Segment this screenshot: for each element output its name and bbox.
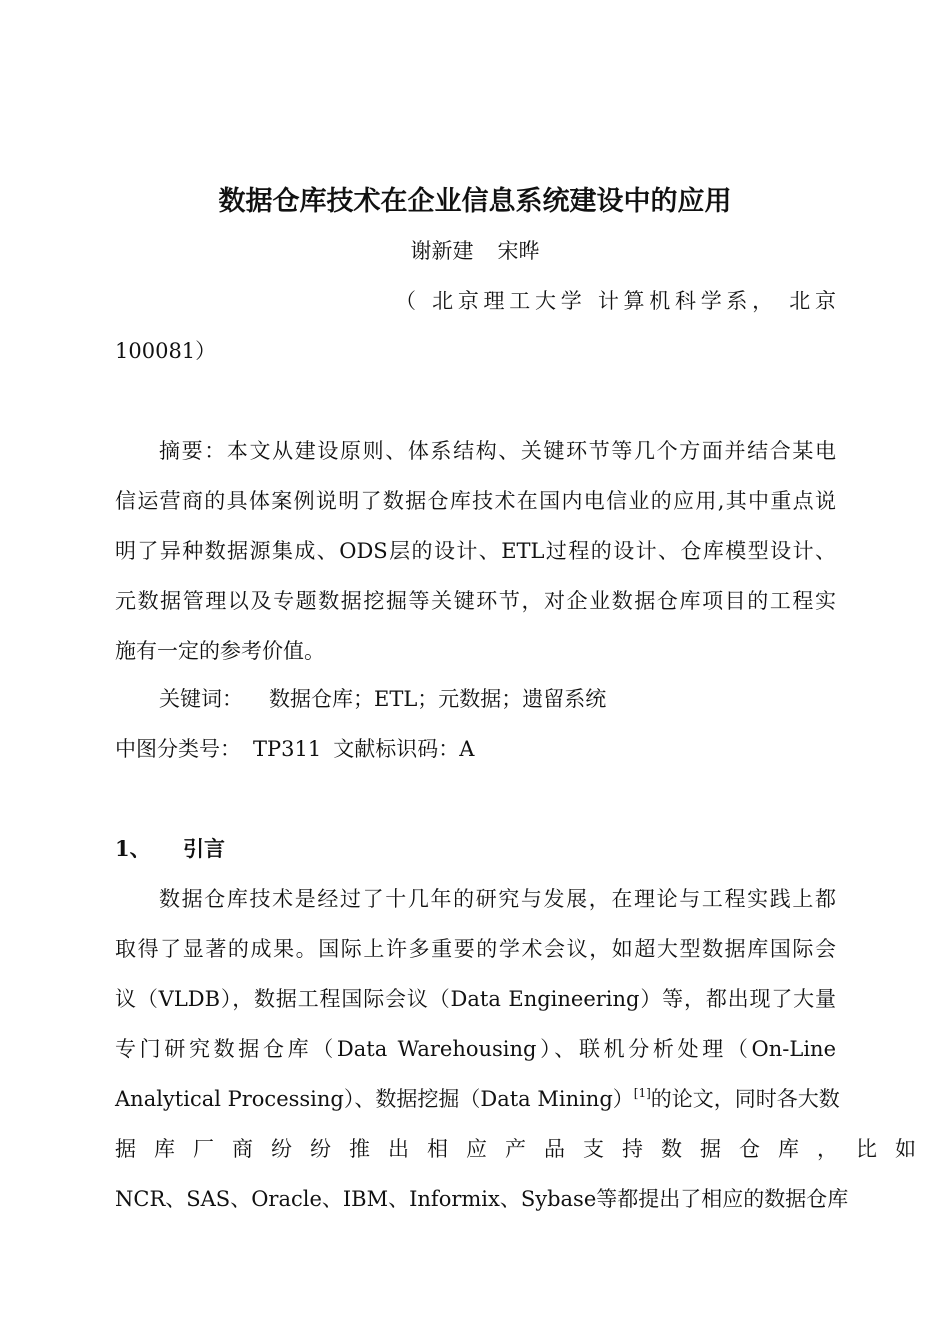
classification-code: TP311: [253, 737, 322, 761]
body-line: 取得了显著的成果。国际上许多重要的学术会议，如超大型数据库国际会: [115, 937, 836, 961]
abstract-line: 元数据管理以及专题数据挖掘等关键环节，对企业数据仓库项目的工程实: [115, 589, 836, 613]
body-line: 数据仓库技术是经过了十几年的研究与发展，在理论与工程实践上都: [159, 887, 836, 911]
author-name: 宋晔: [497, 239, 540, 263]
abstract-line: 明了异种数据源集成、ODS层的设计、ETL过程的设计、仓库模型设计、: [115, 539, 836, 563]
body-line: 议（VLDB），数据工程国际会议（Data Engineering）等，都出现了大量: [115, 987, 836, 1011]
document-code: A: [459, 737, 475, 761]
citation-marker[interactable]: [1]: [633, 1086, 651, 1100]
author-list: [0, 236, 950, 266]
abstract-line: 施有一定的参考价值。: [115, 639, 325, 663]
body-text: Analytical Processing）、数据挖掘（Data Mining）: [115, 1087, 634, 1111]
abstract-line: 信运营商的具体案例说明了数据仓库技术在国内电信业的应用,其中重点说: [115, 489, 836, 513]
affiliation-line-2: 100081）: [115, 339, 217, 363]
section-heading: [115, 834, 225, 864]
abstract-line: 摘要：本文从建设原则、体系结构、关键环节等几个方面并结合某电: [159, 439, 836, 463]
body-line: 据库厂商纷纷推出相应产品支持数据仓库，比如: [115, 1137, 934, 1161]
body-line: [115, 1084, 840, 1114]
section-title: 引言: [183, 836, 225, 861]
keywords-label: 关键词：: [159, 687, 243, 711]
author-name: 谢新建: [410, 239, 474, 263]
body-line: NCR、SAS、Oracle、IBM、Informix、Sybase等都提出了相应的数据仓库: [115, 1187, 849, 1211]
classification-label: 中图分类号：: [115, 737, 241, 761]
paper-title: 数据仓库技术在企业信息系统建设中的应用: [218, 186, 732, 217]
body-text-segment: [115, 1084, 651, 1114]
keywords: [115, 684, 836, 714]
keywords-value: 数据仓库；ETL；元数据；遗留系统: [269, 687, 607, 711]
document-code-label: 文献标识码：: [333, 737, 460, 761]
body-line: 专门研究数据仓库（Data Warehousing）、联机分析处理（On-Line: [115, 1037, 836, 1061]
affiliation-line-1: （ 北京理工大学 计算机科学系， 北京: [395, 289, 836, 313]
classification-line: [115, 734, 836, 764]
section-number: 1、: [115, 836, 151, 861]
body-text: 的论文，同时各大数: [650, 1087, 840, 1111]
